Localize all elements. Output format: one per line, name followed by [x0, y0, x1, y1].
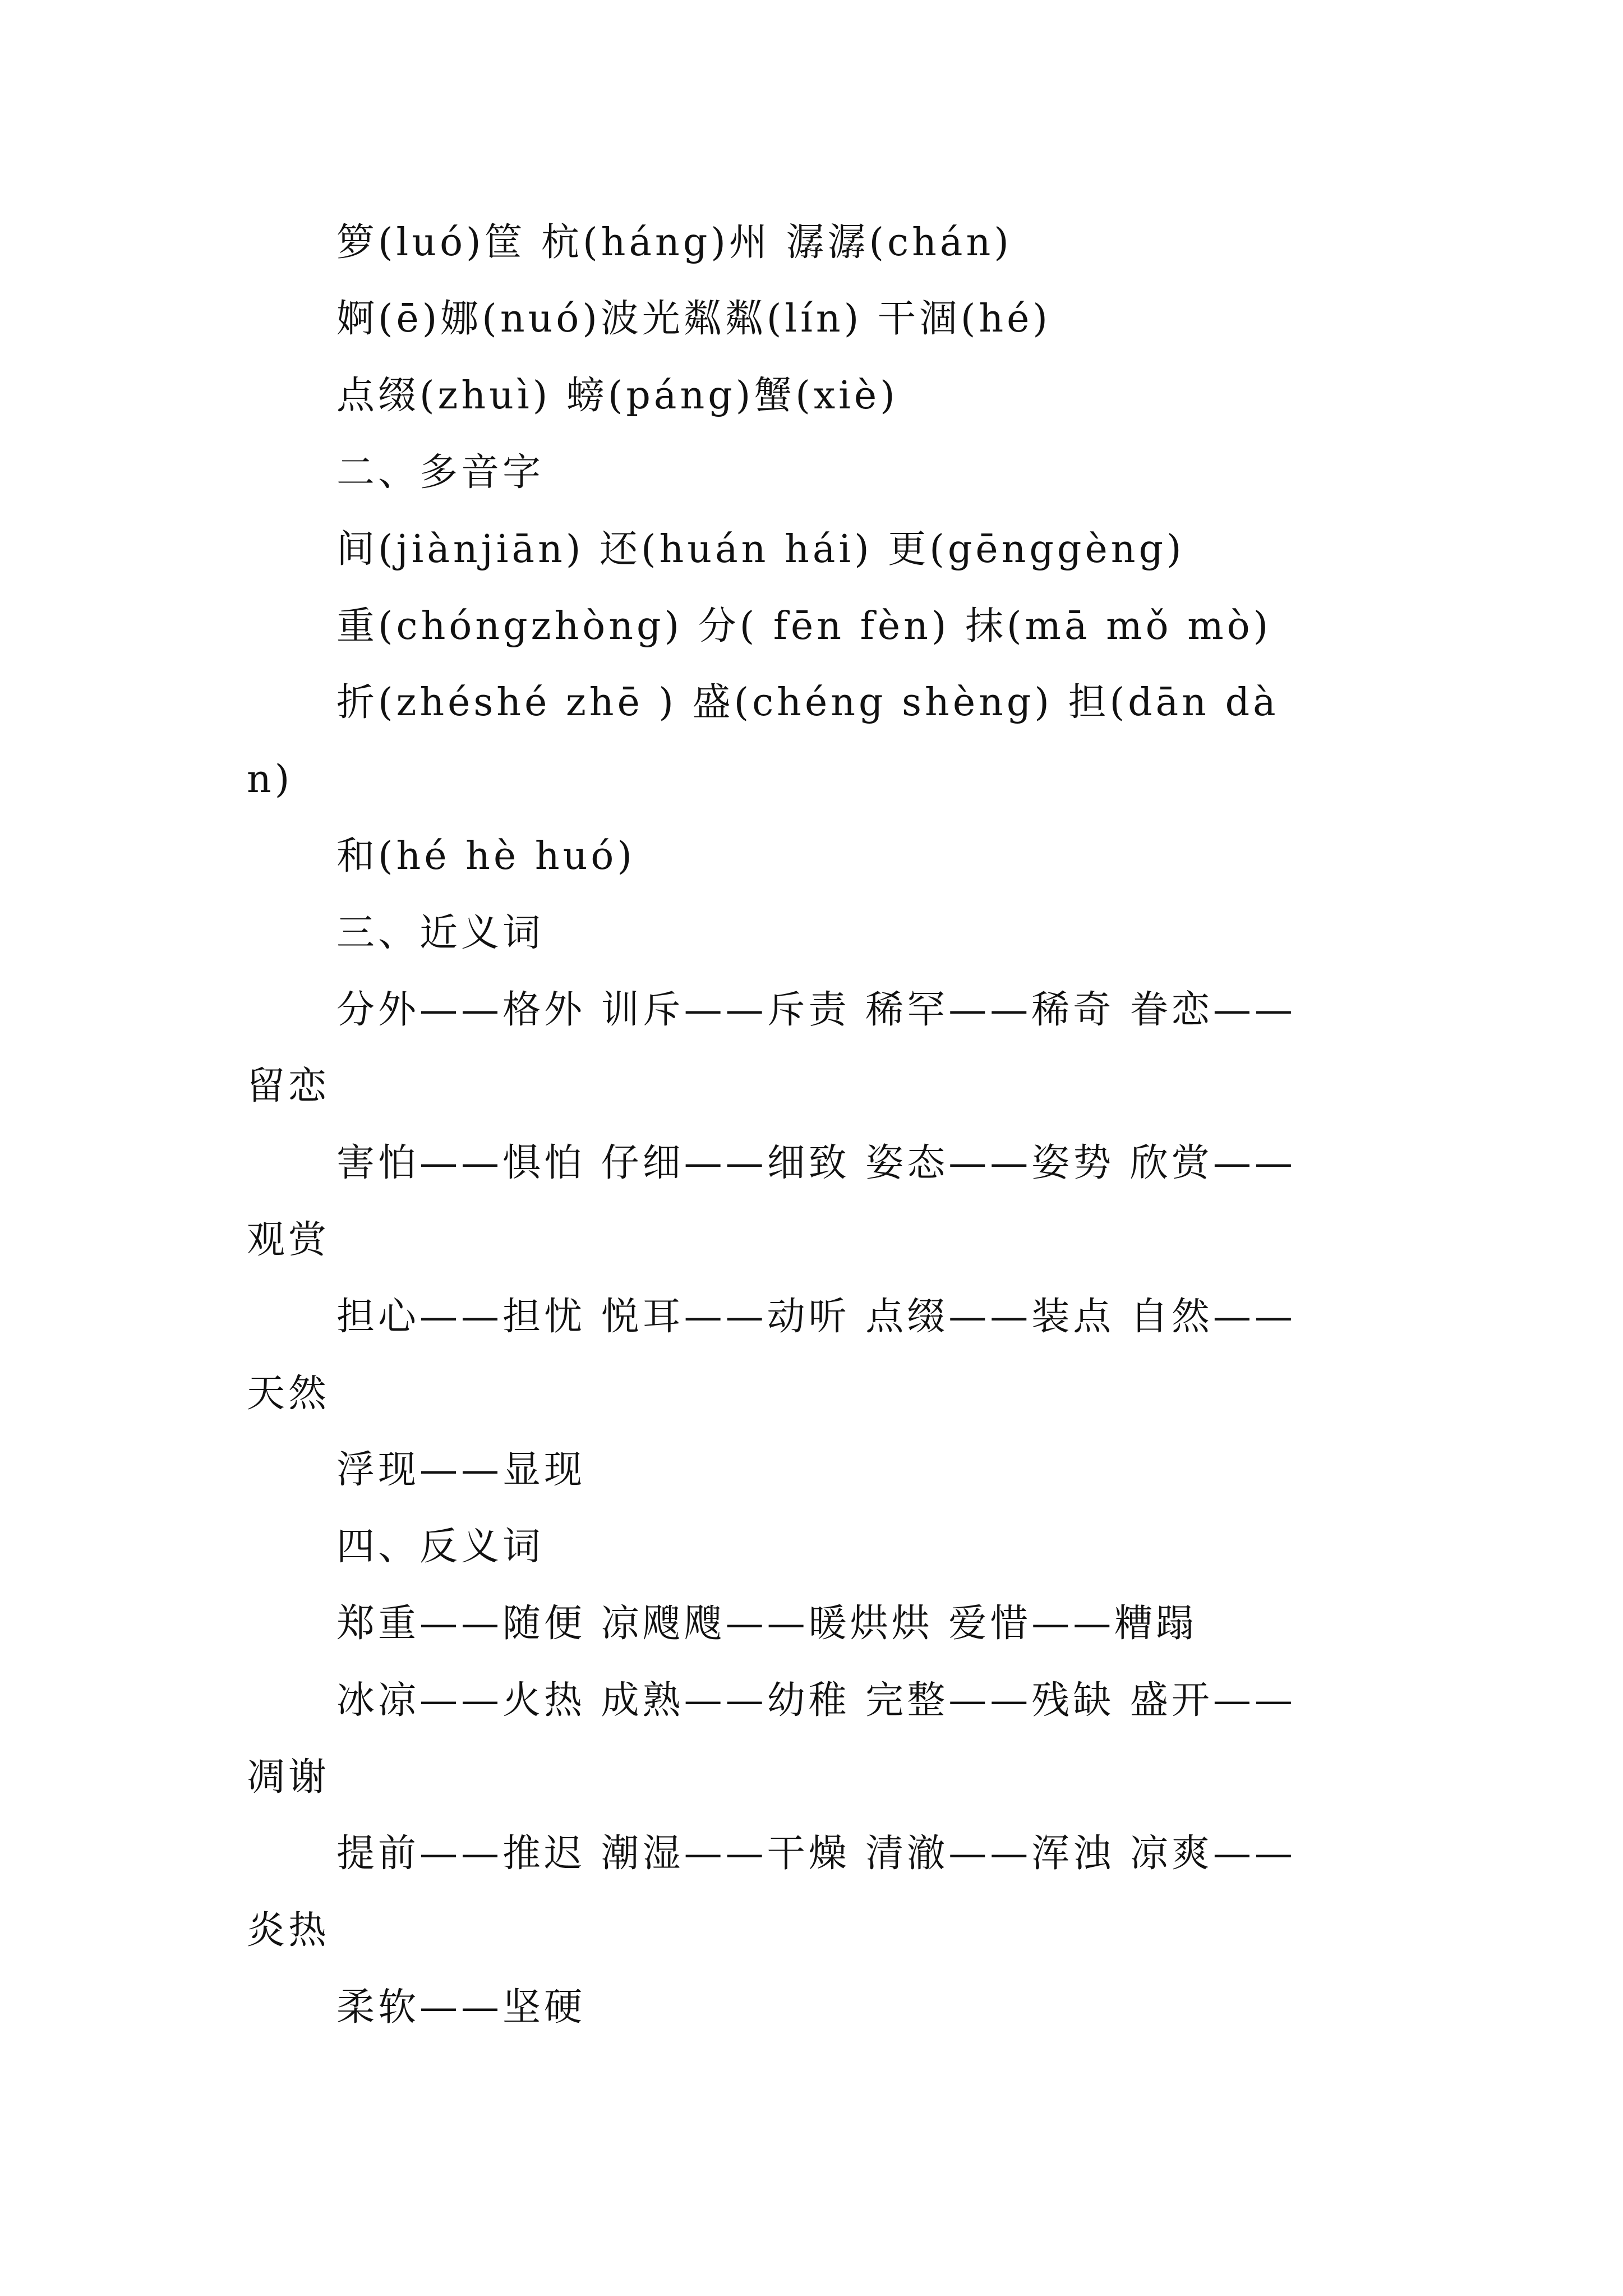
- text-line: 冰凉——火热 成熟——幼稚 完整——残缺 盛开——: [336, 1678, 1296, 1723]
- text-line: 郑重——随便 凉飕飕——暖烘烘 爱惜——糟蹋: [336, 1602, 1198, 1646]
- text-line: 重(chóngzhòng) 分( fēn fèn) 抹(mā mǒ mò): [336, 604, 1272, 648]
- text-line: 婀(ē)娜(nuó)波光粼粼(lín) 干涸(hé): [336, 297, 1051, 341]
- text-line: 留恋: [247, 1064, 330, 1108]
- section-heading: 三、近义词: [336, 911, 545, 955]
- text-line: 箩(luó)筐 杭(háng)州 潺潺(chán): [336, 220, 1012, 265]
- text-line: 害怕——惧怕 仔细——细致 姿态——姿势 欣赏——: [336, 1141, 1296, 1185]
- section-heading: 二、多音字: [336, 450, 545, 495]
- text-line: 点缀(zhuì) 螃(páng)蟹(xiè): [336, 374, 898, 418]
- text-line: 间(jiànjiān) 还(huán hái) 更(gēnggèng): [336, 527, 1185, 572]
- text-line: 和(hé hè huó): [336, 834, 635, 878]
- text-line: 观赏: [247, 1218, 330, 1262]
- text-line: 分外——格外 训斥——斥责 稀罕——稀奇 眷恋——: [336, 988, 1296, 1032]
- text-line: 折(zhéshé zhē ) 盛(chéng shèng) 担(dān dà: [336, 680, 1279, 725]
- section-heading: 四、反义词: [336, 1525, 545, 1569]
- text-line: 提前——推迟 潮湿——干燥 清澈——浑浊 凉爽——: [336, 1832, 1296, 1876]
- text-line: n): [247, 757, 293, 802]
- text-line: 担心——担忧 悦耳——动听 点缀——装点 自然——: [336, 1295, 1296, 1339]
- text-line: 柔软——坚硬: [336, 1985, 586, 2030]
- text-line: 天然: [247, 1372, 330, 1416]
- text-line: 炎热: [247, 1908, 330, 1953]
- text-line: 浮现——显现: [336, 1448, 586, 1492]
- text-line: 凋谢: [247, 1755, 330, 1800]
